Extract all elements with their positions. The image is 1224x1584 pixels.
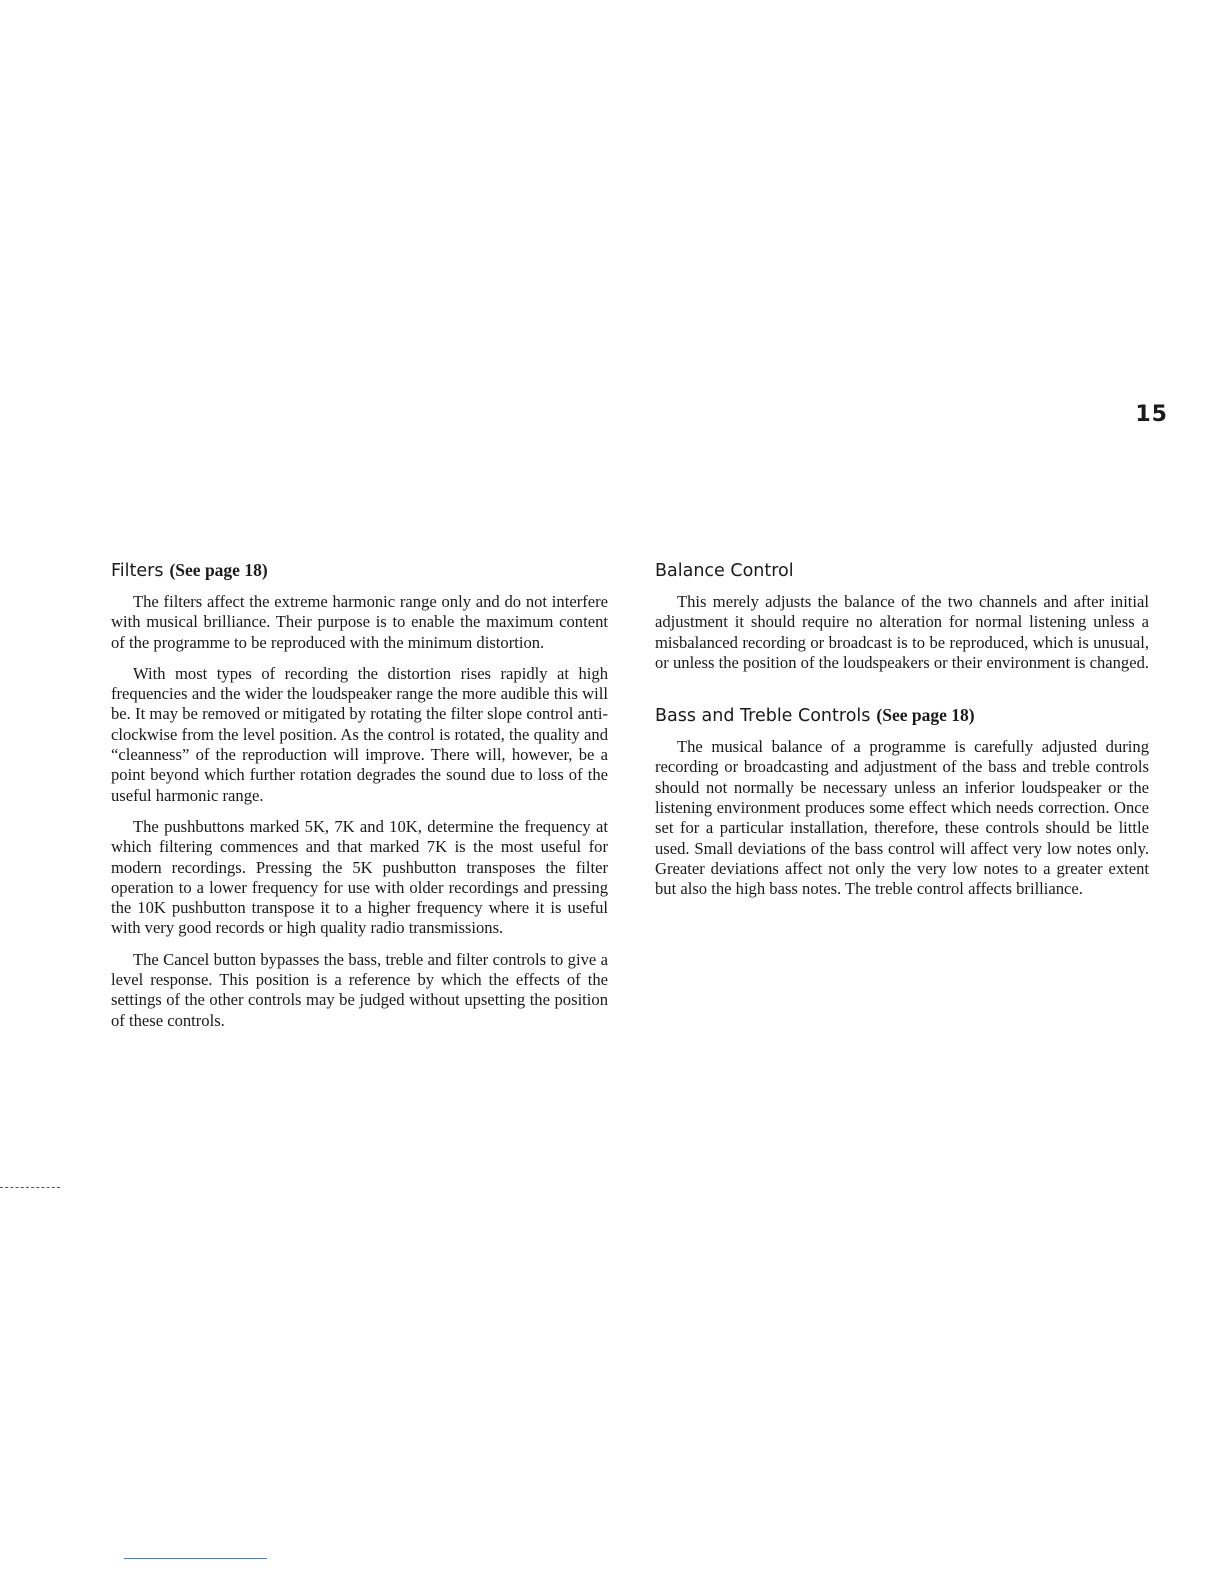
filters-paragraph: With most types of recording the distortion rises rapidly at high frequencies and the wider the loudspeaker range the more audible this will be. It may be removed or mitigated by rotating the filter slope control anti-clockwise from the level position. As the control is rotated, the quality and “cleanness” of the reproduction will improve. There will, however, be a point beyond which further rotation degrades the sound due to loss of the useful harmonic range. xyxy=(111,663,608,805)
filters-section xyxy=(111,557,608,1031)
page-number: 15 xyxy=(1135,402,1168,427)
bass-treble-paragraph: The musical balance of a programme is carefully adjusted during recording or broadcasting and adjustment of the bass and treble controls should not normally be necessary unless an inferior loudspeaker or the listening environment produces some effect which needs correction. Once set for a particular installation, therefore, these controls should be little used. Small deviations of the bass control will affect very low notes only. Greater deviations affect not only the very low notes to a greater extent but also the high bass notes. The treble control affects brilliance. xyxy=(655,737,1149,899)
filters-heading xyxy=(111,557,608,583)
left-column xyxy=(111,557,608,1042)
bass-treble-heading xyxy=(655,702,1149,728)
filters-title: Filters xyxy=(111,561,164,581)
right-column xyxy=(655,557,1149,911)
filters-paragraph: The Cancel button bypasses the bass, treble and filter controls to give a level response. This position is a reference by which the effects of the settings of the other controls may be judged without upsetting the position of these controls. xyxy=(111,949,608,1030)
balance-paragraph: This merely adjusts the balance of the two channels and after initial adjustment it should require no alteration for normal listening unless a misbalanced recording or broadcast is to be reproduced, which is unusual, or unless the position of the loudspeakers or their environment is changed. xyxy=(655,592,1150,672)
filters-paragraph: The filters affect the extreme harmonic range only and do not interfere with musical brilliance. Their purpose is to enable the maximum content of the programme to be reproduced with the minimum distortion. xyxy=(111,592,608,652)
balance-section xyxy=(655,557,1149,673)
bass-treble-page-reference: (See page 18) xyxy=(876,705,975,726)
footer-rule xyxy=(124,1558,267,1559)
balance-heading xyxy=(655,557,1149,583)
bass-treble-title: Bass and Treble Controls xyxy=(655,706,871,727)
bass-treble-section xyxy=(655,702,1149,899)
filters-page-reference: (See page 18) xyxy=(169,560,268,580)
balance-title: Balance Control xyxy=(655,561,794,581)
margin-rule xyxy=(0,1187,60,1188)
filters-paragraph: The pushbuttons marked 5K, 7K and 10K, determine the frequency at which filtering commences and that marked 7K is the most useful for modern recordings. Pressing the 5K pushbutton transposes the filter operation to a lower frequency for use with older recordings and pressing the 10K pushbutton transpose it to a higher frequency where it is useful with very good records or high quality radio transmissions. xyxy=(111,816,608,938)
